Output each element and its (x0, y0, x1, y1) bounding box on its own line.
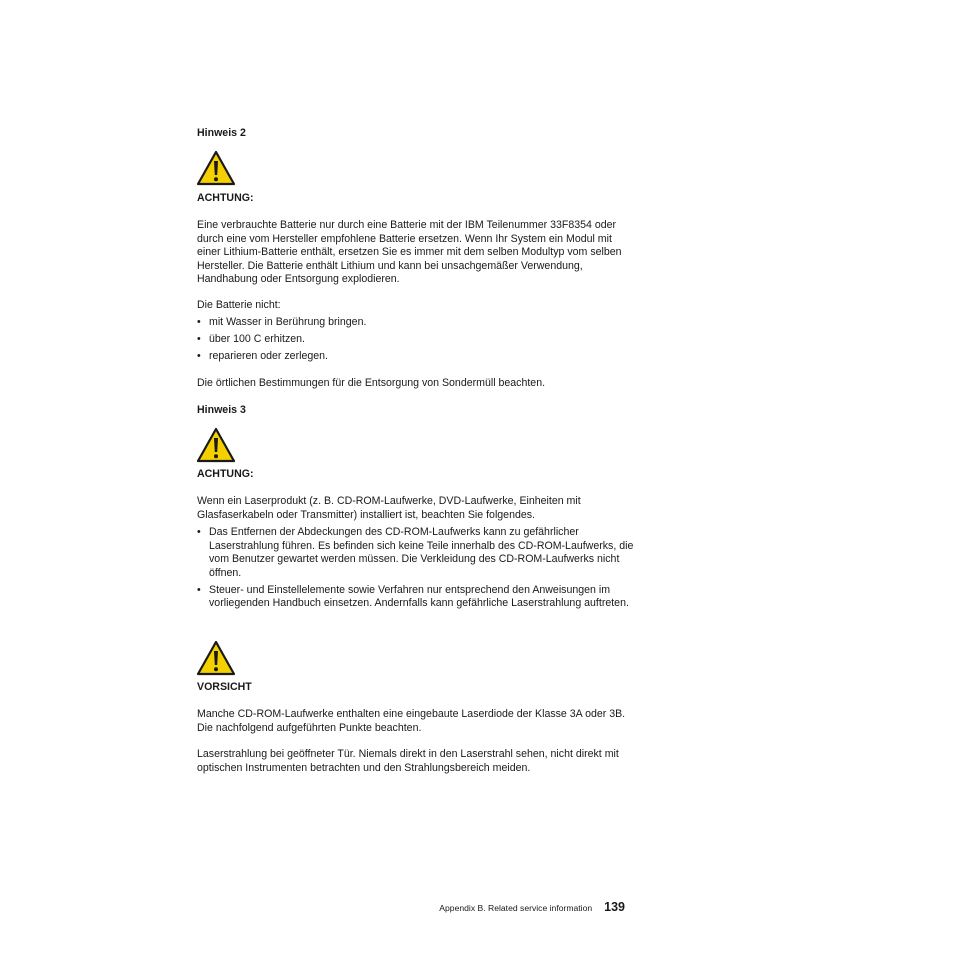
page-footer (380, 898, 625, 916)
caution-label: ACHTUNG: (197, 192, 254, 204)
footer-label: Appendix B. Related service information (439, 903, 593, 913)
list-item: • Das Entfernen der Abdeckungen des CD-ROM-Laufwerks kann zu gefährlicher Laserstrahlung führen. Es befinden sich keine Teile innerhalb des CD-ROM-Laufwerks, die vom Benutzer gewartet werden müssen. Die Verkleidung des CD-ROM-Laufwerks nicht öffnen. (197, 526, 637, 580)
battery-list-intro: Die Batterie nicht: (197, 299, 281, 311)
laser-diode-paragraph: Manche CD-ROM-Laufwerke enthalten eine eingebaute Laserdiode der Klasse 3A oder 3B. Die nachfolgend aufgeführten Punkte beachten. (197, 708, 626, 734)
warning-triangle-icon (196, 150, 236, 186)
section-heading-hinweis-3: Hinweis 3 (197, 404, 246, 416)
warning-triangle-icon (196, 640, 236, 676)
list-item: • reparieren oder zerlegen. (197, 350, 637, 364)
battery-warning-paragraph: Eine verbrauchte Batterie nur durch eine Batterie mit der IBM Teilenummer 33F8354 oder durch eine vom Hersteller empfohlene Batterie ersetzen. Wenn Ihr System ein Modul mit einer Lithium-Batterie enthält, ersetzen Sie es immer mit dem selben Modultyp vom selben Hersteller. Die Batterie enthält Lithium und kann bei unsachgemäßer Verwendung, Handhabung oder Entsorgung explodieren. (197, 219, 622, 286)
page-number: 139 (604, 900, 625, 914)
section-heading-hinweis-2: Hinweis 2 (197, 127, 246, 139)
disposal-note: Die örtlichen Bestimmungen für die Entsorgung von Sondermüll beachten. (197, 377, 546, 389)
battery-do-not-list (197, 316, 637, 364)
laser-product-paragraph: Wenn ein Laserprodukt (z. B. CD-ROM-Laufwerke, DVD-Laufwerke, Einheiten mit Glasfaserkabeln oder Transmitter) installiert ist, beachten Sie folgendes. (197, 495, 581, 521)
list-item: • über 100 C erhitzen. (197, 333, 637, 347)
caution-label: VORSICHT (197, 681, 252, 693)
warning-triangle-icon (196, 427, 236, 463)
caution-label: ACHTUNG: (197, 468, 254, 480)
list-item: • Steuer- und Einstellelemente sowie Verfahren nur entsprechend den Anweisungen im vorliegenden Handbuch einsetzen. Andernfalls kann gefährliche Laserstrahlung auftreten. (197, 584, 637, 611)
list-item: • mit Wasser in Berührung bringen. (197, 316, 637, 330)
laser-radiation-paragraph: Laserstrahlung bei geöffneter Tür. Niemals direkt in den Laserstrahl sehen, nicht direkt mit optischen Instrumenten betrachten und den Strahlungsbereich meiden. (197, 748, 619, 774)
laser-safety-list (197, 526, 637, 611)
